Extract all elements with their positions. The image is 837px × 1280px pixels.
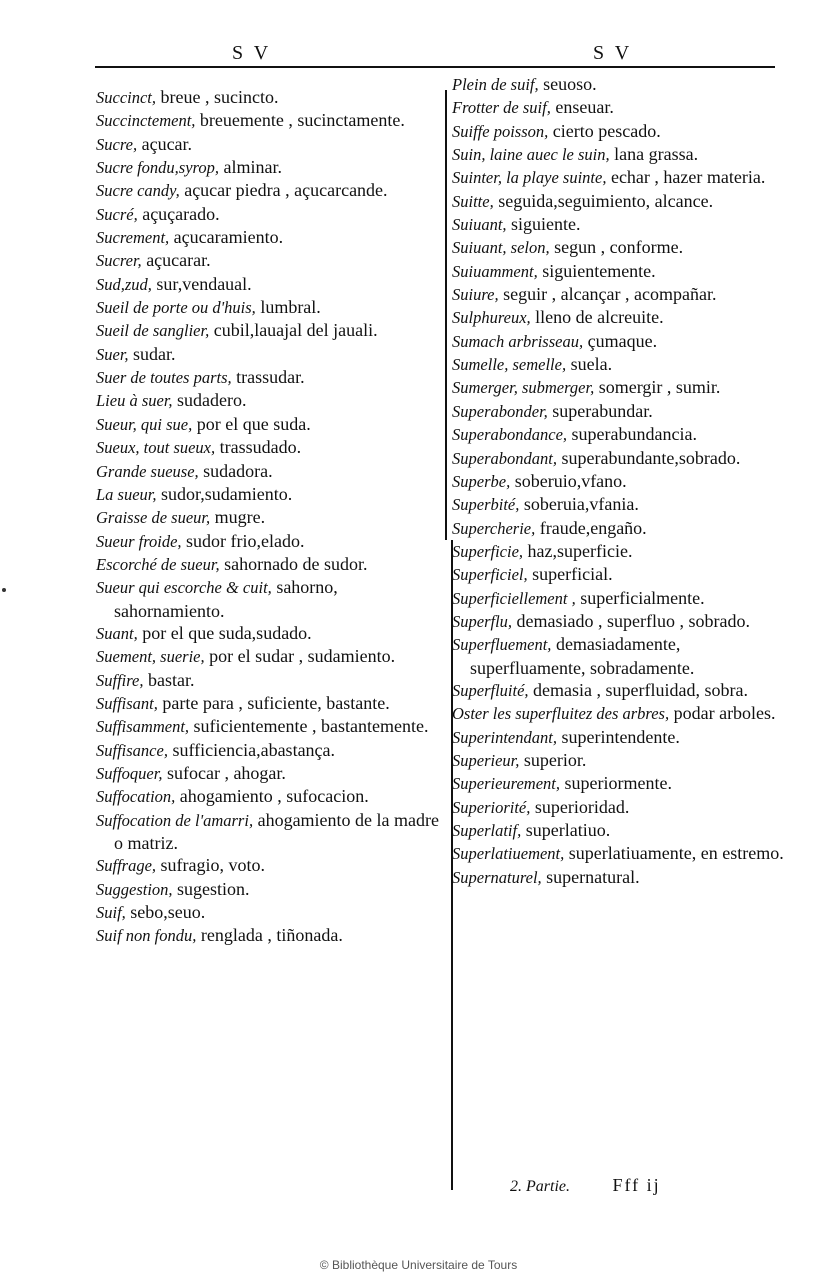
entry-translation: sugestion. xyxy=(172,878,250,899)
entry-headword: Suffisamment, xyxy=(96,717,190,737)
entry-headword: Sueil de porte ou d'huis, xyxy=(96,298,256,318)
entry-headword: Suffrage, xyxy=(96,856,157,876)
entry-translation: sebo,seuo. xyxy=(125,902,206,923)
entry-headword: Superieurement, xyxy=(452,774,560,794)
entry-translation: somergir , sumir. xyxy=(594,377,721,398)
dictionary-entry xyxy=(452,842,788,865)
entry-translation: parte para , suficiente, bastante. xyxy=(157,692,390,713)
entry-translation: cierto pescado. xyxy=(548,120,661,141)
dictionary-entry xyxy=(452,376,788,399)
entry-headword: Superbe, xyxy=(452,471,511,491)
entry-headword: Superbité, xyxy=(452,495,520,515)
entry-translation: por el que suda,sudado. xyxy=(137,622,312,643)
dictionary-entry xyxy=(96,273,442,296)
entry-translation: demasiado , superfluo , sobrado. xyxy=(512,610,750,631)
dictionary-entry xyxy=(96,133,442,156)
entry-headword: Suffisance, xyxy=(96,740,168,760)
entry-translation: echar , hazer materia. xyxy=(606,167,766,188)
entry-headword: La sueur, xyxy=(96,484,157,504)
entry-translation: sudar. xyxy=(128,343,176,364)
dictionary-entry xyxy=(452,610,788,633)
entry-headword: Suement, suerie, xyxy=(96,647,205,667)
entry-headword: Superficiellement , xyxy=(452,588,576,608)
entry-translation: lumbral. xyxy=(255,297,321,318)
entry-headword: Suiffe poisson, xyxy=(452,121,549,141)
dictionary-entry xyxy=(452,587,788,610)
entry-translation: açucar. xyxy=(137,133,193,154)
dictionary-entry xyxy=(452,423,788,446)
entry-headword: Sueur, qui sue, xyxy=(96,414,193,434)
dictionary-entry xyxy=(452,470,788,493)
dictionary-entry xyxy=(452,866,788,889)
entry-translation: fraude,engaño. xyxy=(535,517,647,538)
entry-headword: Superlatif, xyxy=(452,821,522,840)
entry-headword: Sumelle, semelle, xyxy=(452,355,567,375)
dictionary-entry xyxy=(452,166,788,189)
dictionary-entry xyxy=(96,553,442,576)
entry-headword: Superabondant, xyxy=(452,448,557,468)
dictionary-entry xyxy=(96,878,442,901)
entry-translation: superabundancia. xyxy=(567,424,697,445)
running-head-left: S V xyxy=(232,42,272,64)
entry-translation: soberuia,vfania. xyxy=(519,494,639,515)
entry-translation: sudadero. xyxy=(172,390,247,411)
column-rule-upper xyxy=(445,90,447,540)
entry-translation: segun , conforme. xyxy=(549,237,684,258)
entry-headword: Sucrement, xyxy=(96,228,170,248)
entry-headword: Suiuamment, xyxy=(452,261,538,281)
entry-translation: sur,vendaual. xyxy=(151,273,252,294)
dictionary-entry xyxy=(96,901,442,924)
entry-headword: Suffire, xyxy=(96,670,144,690)
entry-headword: Suer, xyxy=(96,344,129,364)
left-column xyxy=(96,86,442,948)
entry-headword: Sucre, xyxy=(96,134,138,154)
entry-headword: Supercherie, xyxy=(452,518,536,538)
dictionary-entry xyxy=(452,447,788,470)
dictionary-entry xyxy=(96,506,442,529)
entry-headword: Suitte, xyxy=(452,191,494,211)
entry-translation: superficialmente. xyxy=(575,587,705,608)
entry-headword: Supernaturel, xyxy=(452,867,542,887)
entry-headword: Sucre fondu,syrop, xyxy=(96,158,219,178)
entry-translation: soberuio,vfano. xyxy=(510,470,627,491)
dictionary-entry xyxy=(452,726,788,749)
dictionary-entry xyxy=(96,576,442,622)
dictionary-entry xyxy=(452,702,788,725)
dictionary-entry xyxy=(96,809,442,855)
entry-headword: Sumerger, submerger, xyxy=(452,378,595,398)
entry-headword: Succinct, xyxy=(96,88,157,107)
running-head-right: S V xyxy=(593,42,633,64)
dictionary-entry xyxy=(96,715,442,738)
entry-translation: açucarar. xyxy=(141,250,211,271)
entry-headword: Sud,zud, xyxy=(96,274,152,294)
entry-translation: seguida,seguimiento, alcance. xyxy=(493,190,714,211)
entry-headword: Suffocation, xyxy=(96,787,176,807)
entry-translation: sudor,sudamiento. xyxy=(156,483,293,504)
entry-headword: Grande sueuse, xyxy=(96,461,199,481)
dictionary-entry xyxy=(96,366,442,389)
dictionary-entry xyxy=(452,772,788,795)
entry-headword: Suffoquer, xyxy=(96,763,163,783)
part-label: 2. Partie. xyxy=(510,1178,570,1195)
entry-headword: Oster les superfluitez des arbres, xyxy=(452,704,670,724)
entry-translation: alminar. xyxy=(218,157,282,178)
entry-headword: Superfluité, xyxy=(452,680,529,700)
entry-translation: suela. xyxy=(566,354,613,375)
dictionary-entry xyxy=(452,796,788,819)
entry-translation: lana grassa. xyxy=(609,144,699,165)
entry-translation: superiormente. xyxy=(559,773,672,794)
entry-headword: Frotter de suif, xyxy=(452,98,551,118)
entry-headword: Superintendant, xyxy=(452,727,557,747)
entry-translation: superintendente. xyxy=(556,726,680,747)
entry-translation: superioridad. xyxy=(530,796,630,817)
entry-translation: sufocar , ahogar. xyxy=(162,762,286,783)
entry-translation: sufficiencia,abastança. xyxy=(167,739,336,760)
entry-headword: Superficiel, xyxy=(452,565,528,585)
entry-translation: açucar piedra , açucarcande. xyxy=(179,180,388,201)
dictionary-entry xyxy=(452,283,788,306)
entry-headword: Suiuant, selon, xyxy=(452,238,550,258)
entry-headword: Plein de suif, xyxy=(452,75,539,94)
dictionary-entry xyxy=(452,749,788,772)
entry-translation: por el que suda. xyxy=(192,413,311,434)
dictionary-entry xyxy=(452,517,788,540)
dictionary-entry xyxy=(96,530,442,553)
dictionary-entry xyxy=(96,226,442,249)
entry-translation: sufragio, voto. xyxy=(156,855,266,876)
entry-headword: Lieu à suer, xyxy=(96,391,173,411)
dictionary-entry xyxy=(96,739,442,762)
dictionary-entry xyxy=(452,143,788,166)
dictionary-entry xyxy=(96,179,442,202)
entry-translation: por el sudar , sudamiento. xyxy=(204,646,396,667)
entry-headword: Suiure, xyxy=(452,285,499,305)
dictionary-entry xyxy=(452,213,788,236)
dictionary-entry xyxy=(96,389,442,412)
entry-headword: Sueil de sanglier, xyxy=(96,321,210,341)
dictionary-entry xyxy=(96,109,442,132)
entry-translation: siguientemente. xyxy=(537,260,656,281)
dictionary-entry xyxy=(452,190,788,213)
entry-headword: Succinctement, xyxy=(96,111,196,131)
entry-headword: Suggestion, xyxy=(96,879,173,899)
entry-translation: breuemente , sucinctamente. xyxy=(195,110,405,131)
library-credit: © Bibliothèque Universitaire de Tours xyxy=(319,1258,518,1272)
entry-headword: Suffocation de l'amarri, xyxy=(96,810,254,830)
dictionary-entry xyxy=(96,156,442,179)
entry-headword: Suin, laine auec le suin, xyxy=(452,145,610,165)
dictionary-entry xyxy=(452,400,788,423)
dictionary-entry xyxy=(452,236,788,259)
entry-headword: Sueur froide, xyxy=(96,531,182,551)
entry-headword: Superieur, xyxy=(452,750,520,770)
dictionary-entry xyxy=(96,854,442,877)
entry-headword: Sucré, xyxy=(96,204,138,224)
entry-headword: Sueur qui escorche & cuit, xyxy=(96,578,272,598)
scan-speck xyxy=(2,588,6,592)
entry-headword: Superlatiuement, xyxy=(452,844,565,864)
dictionary-entry xyxy=(96,319,442,342)
entry-translation: superior. xyxy=(519,749,587,770)
entry-translation: superficial. xyxy=(527,564,613,585)
dictionary-entry xyxy=(96,785,442,808)
entry-translation: podar arboles. xyxy=(669,703,776,724)
dictionary-entry xyxy=(96,483,442,506)
entry-translation: ahogamiento de la madre o matriz. xyxy=(114,809,440,853)
dictionary-entry xyxy=(452,563,788,586)
entry-translation: sahornado de sudor. xyxy=(219,553,368,574)
entry-translation: enseuar. xyxy=(550,97,614,118)
header-rule xyxy=(95,66,775,68)
entry-headword: Superabonder, xyxy=(452,401,548,421)
dictionary-entry xyxy=(96,86,442,109)
entry-translation: ahogamiento , sufocacion. xyxy=(175,786,369,807)
entry-translation: lleno de alcreuite. xyxy=(530,307,664,328)
entry-headword: Suif, xyxy=(96,903,126,923)
entry-headword: Sumach arbrisseau, xyxy=(452,331,584,351)
entry-headword: Graisse de sueur, xyxy=(96,508,211,528)
right-column xyxy=(452,73,788,889)
entry-headword: Superiorité, xyxy=(452,797,531,817)
dictionary-entry xyxy=(452,633,788,679)
entry-translation: renglada , tiñonada. xyxy=(196,925,343,946)
dictionary-entry xyxy=(96,249,442,272)
entry-translation: superlatiuo. xyxy=(521,820,611,840)
entry-headword: Suinter, la playe suinte, xyxy=(452,168,607,188)
entry-translation: siguiente. xyxy=(506,214,581,235)
entry-headword: Suant, xyxy=(96,623,138,643)
dictionary-entry xyxy=(452,96,788,119)
entry-headword: Superfluement, xyxy=(452,635,552,655)
entry-headword: Superabondance, xyxy=(452,425,568,445)
dictionary-entry xyxy=(452,819,788,842)
dictionary-entry xyxy=(452,306,788,329)
dictionary-entry xyxy=(96,460,442,483)
dictionary-entry xyxy=(96,436,442,459)
signature-mark: Fff ij xyxy=(612,1175,661,1195)
entry-translation: breue , sucincto. xyxy=(156,87,279,107)
entry-translation: trassudado. xyxy=(215,437,302,458)
dictionary-entry xyxy=(96,762,442,785)
entry-translation: demasia , superfluidad, sobra. xyxy=(528,679,748,700)
entry-headword: Suiuant, xyxy=(452,215,507,235)
page-footer xyxy=(510,1175,661,1196)
dictionary-entry xyxy=(96,692,442,715)
dictionary-entry xyxy=(452,493,788,516)
entry-headword: Suif non fondu, xyxy=(96,926,197,946)
entry-headword: Sucrer, xyxy=(96,251,142,271)
entry-translation: demasiadamente, superfluamente, sobradamente. xyxy=(470,634,695,678)
dictionary-entry xyxy=(452,73,788,96)
entry-headword: Suer de toutes parts, xyxy=(96,368,232,388)
dictionary-entry xyxy=(96,645,442,668)
entry-translation: seuoso. xyxy=(538,74,597,94)
entry-translation: trassudar. xyxy=(231,367,305,388)
dictionary-entry xyxy=(96,924,442,947)
entry-headword: Suffisant, xyxy=(96,693,158,713)
dictionary-entry xyxy=(96,413,442,436)
entry-translation: bastar. xyxy=(143,669,195,690)
entry-headword: Sulphureux, xyxy=(452,308,531,328)
dictionary-entry xyxy=(96,622,442,645)
dictionary-entry xyxy=(452,540,788,563)
entry-translation: sudor frio,elado. xyxy=(181,530,305,551)
entry-headword: Escorché de sueur, xyxy=(96,554,220,574)
entry-translation: haz,superficie. xyxy=(523,540,633,561)
entry-translation: sahorno, sahornamiento. xyxy=(114,577,338,621)
entry-translation: açucaramiento. xyxy=(169,227,284,248)
entry-translation: superabundar. xyxy=(547,400,653,421)
entry-translation: sudadora. xyxy=(198,460,273,481)
dictionary-entry xyxy=(452,679,788,702)
entry-translation: çumaque. xyxy=(583,330,658,351)
dictionary-entry xyxy=(96,203,442,226)
entry-headword: Sueux, tout sueux, xyxy=(96,438,216,458)
entry-translation: seguir , alcançar , acompañar. xyxy=(498,284,717,305)
entry-translation: mugre. xyxy=(210,507,266,528)
entry-translation: açuçarado. xyxy=(137,203,220,224)
entry-headword: Superficie, xyxy=(452,541,524,561)
entry-translation: cubil,lauajal del jauali. xyxy=(209,320,378,341)
dictionary-entry xyxy=(96,296,442,319)
dictionary-entry xyxy=(452,260,788,283)
entry-translation: superabundante,sobrado. xyxy=(556,447,741,468)
entry-translation: supernatural. xyxy=(541,866,640,887)
entry-translation: superlatiuamente, en estremo. xyxy=(564,843,784,864)
dictionary-entry xyxy=(452,120,788,143)
entry-headword: Sucre candy, xyxy=(96,181,180,201)
dictionary-entry xyxy=(452,330,788,353)
entry-headword: Superflu, xyxy=(452,611,513,631)
dictionary-entry xyxy=(96,343,442,366)
dictionary-entry xyxy=(96,669,442,692)
dictionary-entry xyxy=(452,353,788,376)
entry-translation: suficientemente , bastantemente. xyxy=(189,716,429,737)
